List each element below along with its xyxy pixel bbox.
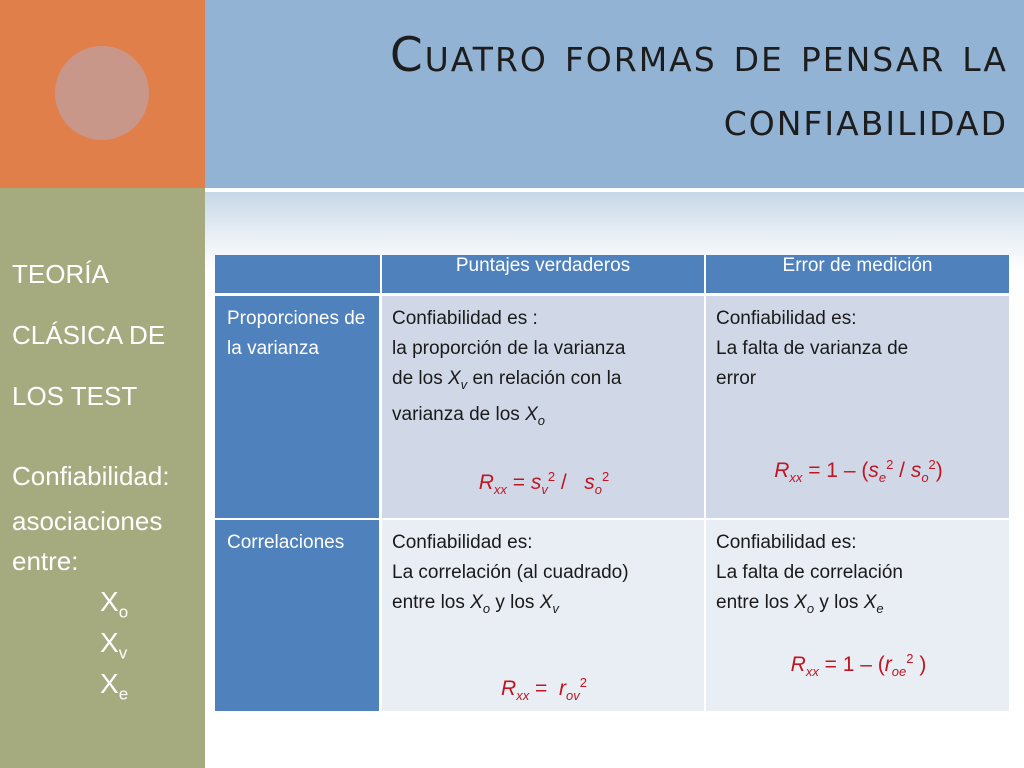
table-header-true-scores: Puntajes verdaderos bbox=[382, 255, 706, 296]
sidebar-line: entre: bbox=[12, 546, 79, 576]
table-header-error: Error de medición bbox=[706, 255, 1009, 296]
table-row bbox=[215, 296, 1009, 520]
table-header-empty bbox=[215, 255, 382, 296]
cell-correlation-error: Confiabilidad es: La falta de correlación entre los $X_o$ y los $X_e$ $R_{xx} = 1 - (r_{oe}^2$ ) bbox=[706, 520, 1009, 713]
row-label-correlations: Correlaciones bbox=[215, 520, 382, 713]
sidebar-line: Confiabilidad: bbox=[12, 461, 170, 491]
decorative-circle bbox=[55, 46, 149, 140]
row-label-variance: Proporciones de la varianza bbox=[215, 296, 382, 520]
table-header-row bbox=[215, 255, 1009, 296]
variable-xo: $X_o$ bbox=[100, 586, 129, 622]
sidebar-line: LOS TEST bbox=[12, 381, 138, 411]
cell-variance-true-scores: Confiabilidad es : la proporción de la varianza de los $X_v$ en relación con la varianza de los $X_o$ $R_{xx} = s_v^2 / s_o^2$ bbox=[382, 296, 706, 520]
variable-xv: $X_v$ bbox=[100, 627, 128, 663]
sidebar-line: TEORÍA bbox=[12, 259, 109, 289]
sidebar-text bbox=[12, 252, 212, 704]
cell-variance-error: Confiabilidad es: La falta de varianza de error $R_{xx} = 1 - (s_e^2 / s_o^2)$ bbox=[706, 296, 1009, 520]
title-line-2: confiabilidad bbox=[723, 92, 1008, 147]
sidebar-line: asociaciones bbox=[12, 506, 163, 536]
sidebar-line: CLÁSICA DE bbox=[12, 320, 166, 350]
formula-correlation-true: $R_{xx} = r_{ov}^2$ bbox=[501, 674, 587, 703]
table-row bbox=[215, 520, 1009, 713]
slide-title bbox=[248, 24, 1008, 152]
formula-correlation-error: $R_{xx} = 1 - (r_{oe}^2$ ) bbox=[790, 650, 927, 679]
formula-variance-true: $R_{xx} = s_v^2 / s_o^2$ bbox=[478, 468, 610, 497]
formula-variance-error: $R_{xx} = 1 - (s_e^2 / s_o^2)$ bbox=[774, 457, 943, 486]
variable-xe: $X_e$ bbox=[100, 668, 129, 704]
title-line-1: Cuatro formas de pensar la bbox=[389, 28, 1008, 83]
reliability-table bbox=[215, 255, 1009, 713]
cell-correlation-true-scores: Confiabilidad es: La correlación (al cuadrado) entre los $X_o$ y los $X_v$ $R_{xx} = r_{ov}^2$ bbox=[382, 520, 706, 713]
